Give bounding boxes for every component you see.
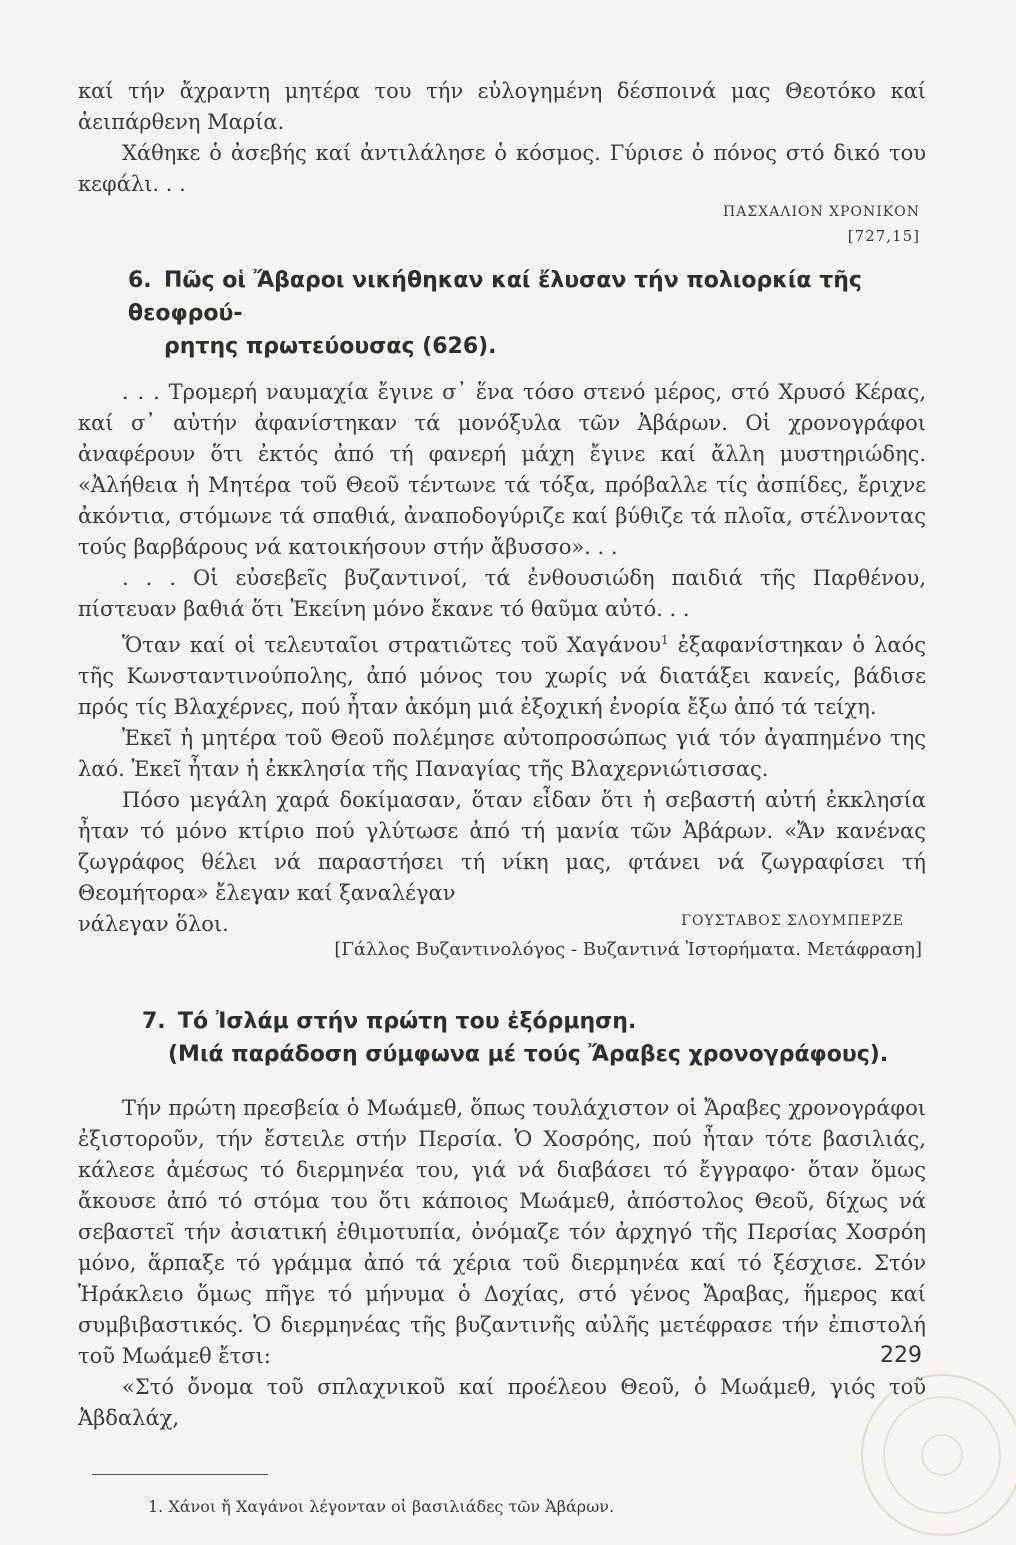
paragraph-1: καί τήν ἄχραντη μητέρα του τήν εὐλογημένη δέσποινά μας Θεοτόκο καί ἀειπάρθενη Μαρία. (78, 79, 926, 134)
heading-7-line1: Τό Ἰσλάμ στήν πρώτη του ἐξόρμηση. (178, 1009, 637, 1034)
source-1-ref: [727,15] (847, 227, 920, 245)
paragraph-6: Ἐκεῖ ἡ μητέρα τοῦ Θεοῦ πολέμησε αὐτοπροσώπως γιά τόν ἀγαπημένο της λαό. Ἐκεῖ ἦταν ἡ ἐκκλησία τῆς Παναγίας τῆς Βλαχερνιώτισσας. (78, 726, 926, 781)
heading-6 (128, 264, 926, 363)
footnote-divider (92, 1474, 268, 1475)
attribution (78, 909, 926, 971)
heading-6-line1: Πῶς οἱ Ἄβαροι νικήθηκαν καί ἔλυσαν τήν πολιορκία τῆς θεοφρού- (128, 268, 862, 326)
paragraph-2: Χάθηκε ὁ ἀσεβής καί ἀντιλάλησε ὁ κόσμος. Γύρισε ὁ πόνος στό δικό του κεφάλι. . . (78, 141, 926, 196)
paragraph-9: «Στό ὄνομα τοῦ σπλαχνικοῦ καί προέλεου Θεοῦ, ὁ Μωάμεθ, γιός τοῦ Ἀβδαλάχ, (78, 1375, 926, 1430)
heading-6-number: 6. (128, 268, 152, 293)
paragraph-5 (78, 625, 926, 723)
paragraph-5-start: Ὅταν καί οἱ τελευταῖοι στρατιῶτες τοῦ Χαγάνου (122, 633, 661, 657)
paragraph-7: Πόσο μεγάλη χαρά δοκίμασαν, ὅταν εἶδαν ὅτι ἡ σεβαστή αὐτή ἐκκλησία ἦταν τό μόνο κτίριο πού γλύτωσε ἀπό τή μανία τῶν Ἀβάρων. «Ἄν κανένας ζωγράφος θέλει νά παραστήσει τή νίκη μας, φτάνει νά ζωγραφίσει τή Θεομήτορα» ἔλεγαν καί ξαναλέγαν (78, 788, 926, 905)
heading-6-line2: ρητης πρωτεύουσας (626). (164, 334, 497, 359)
library-stamp (852, 1365, 1016, 1545)
paragraph-7-last-line: νάλεγαν ὅλοι. (78, 912, 229, 936)
heading-7-number: 7. (142, 1009, 166, 1034)
paragraph-5-end: ἐξαφανίστηκαν ὁ λαός τῆς Κωνσταντινούπολης, ἀπό μόνος του χωρίς νά διατάξει κανείς, βάδισε πρός τίς Βλαχέρνες, πού ἦταν ἀκόμη μιά ἐξοχική ἐνορία ἔξω ἀπό τά τείχη. (78, 633, 926, 719)
paragraph-4: . . . Οἱ εὐσεβεῖς βυζαντινοί, τά ἐνθουσιώδη παιδιά τῆς Παρθένου, πίστευαν βαθιά ὅτι Ἐκείνη μόνο ἔκανε τό θαῦμα αὐτό. . . (78, 566, 926, 621)
footnote: 1. Χάνοι ἤ Χαγάνοι λέγονταν οἱ βασιλιάδες τῶν Ἀβάρων. (148, 1497, 615, 1516)
page-number: 229 (880, 1343, 922, 1368)
heading-7-line2: (Μιά παράδοση σύμφωνα μέ τούς Ἄραβες χρονογράφους). (168, 1042, 889, 1067)
author-source: [Γάλλος Βυζαντινολόγος - Βυζαντινά Ἱστορήματα. Μετάφραση] (334, 939, 922, 960)
page-body (78, 76, 926, 1522)
source-1 (78, 200, 920, 248)
author-name: ΓΟΥΣΤΑΒΟΣ ΣΛΟΥΜΠΕΡΖΕ (681, 913, 904, 929)
footnote-ref[interactable]: 1 (661, 633, 669, 647)
paragraph-8: Τήν πρώτη πρεσβεία ὁ Μωάμεθ, ὅπως τουλάχιστον οἱ Ἄραβες χρονογράφοι ἐξιστοροῦν, τήν ἔστειλε στήν Περσία. Ὁ Χοσρόης, πού ἦταν τότε βασιλιάς, κάλεσε ἀμέσως τό διερμηνέα του, γιά νά διαβάσει τό ἔγγραφο· ὅταν ὅμως ἄκουσε ἀπό τό στόμα του ὅτι κάποιος Μωάμεθ, ἀπόστολος Θεοῦ, δίχως νά σεβαστεῖ τήν ἀσιατική ἐθιμοτυπία, ὀνόμαζε τόν ἀρχηγό τῆς Περσίας Χοσρόη μόνο, ἅρπαξε τό γράμμα ἀπό τά χέρια τοῦ διερμηνέα καί τό ξέσχισε. Στόν Ἡράκλειο ὅμως πῆγε τό μήνυμα ὁ Δοχίας, στό γένος Ἄραβας, ἥμερος καί συμβιβαστικός. Ὁ διερμηνέας τῆς βυζαντινῆς αὐλῆς μετέφρασε τήν ἐπιστολή τοῦ Μωάμεθ ἔτσι: (78, 1096, 926, 1368)
heading-7 (142, 1005, 926, 1071)
paragraph-3: . . . Τρομερή ναυμαχία ἔγινε σ᾿ ἕνα τόσο στενό μέρος, στό Χρυσό Κέρας, καί σ᾿ αὐτήν ἀφανίστηκαν τά μονόξυλα τῶν Ἀβάρων. Οἱ χρονογράφοι ἀναφέρουν ὅτι ἐκτός ἀπό τή φανερή μάχη ἔγινε καί ἄλλη μυστηριώδης. «Ἀλήθεια ἡ Μητέρα τοῦ Θεοῦ τέντωνε τά τόξα, πρόβαλλε τίς ἀσπίδες, ἔριχνε ἀκόντια, στόμωνε τά σπαθιά, ἀναποδογύριζε καί βύθιζε τά πλοῖα, στέλνοντας τούς βαρβάρους νά κατοικήσουν στήν ἄβυσσο». . . (78, 380, 926, 559)
source-1-title: ΠΑΣΧΑΛΙΟΝ ΧΡΟΝΙΚΟΝ (723, 204, 920, 220)
